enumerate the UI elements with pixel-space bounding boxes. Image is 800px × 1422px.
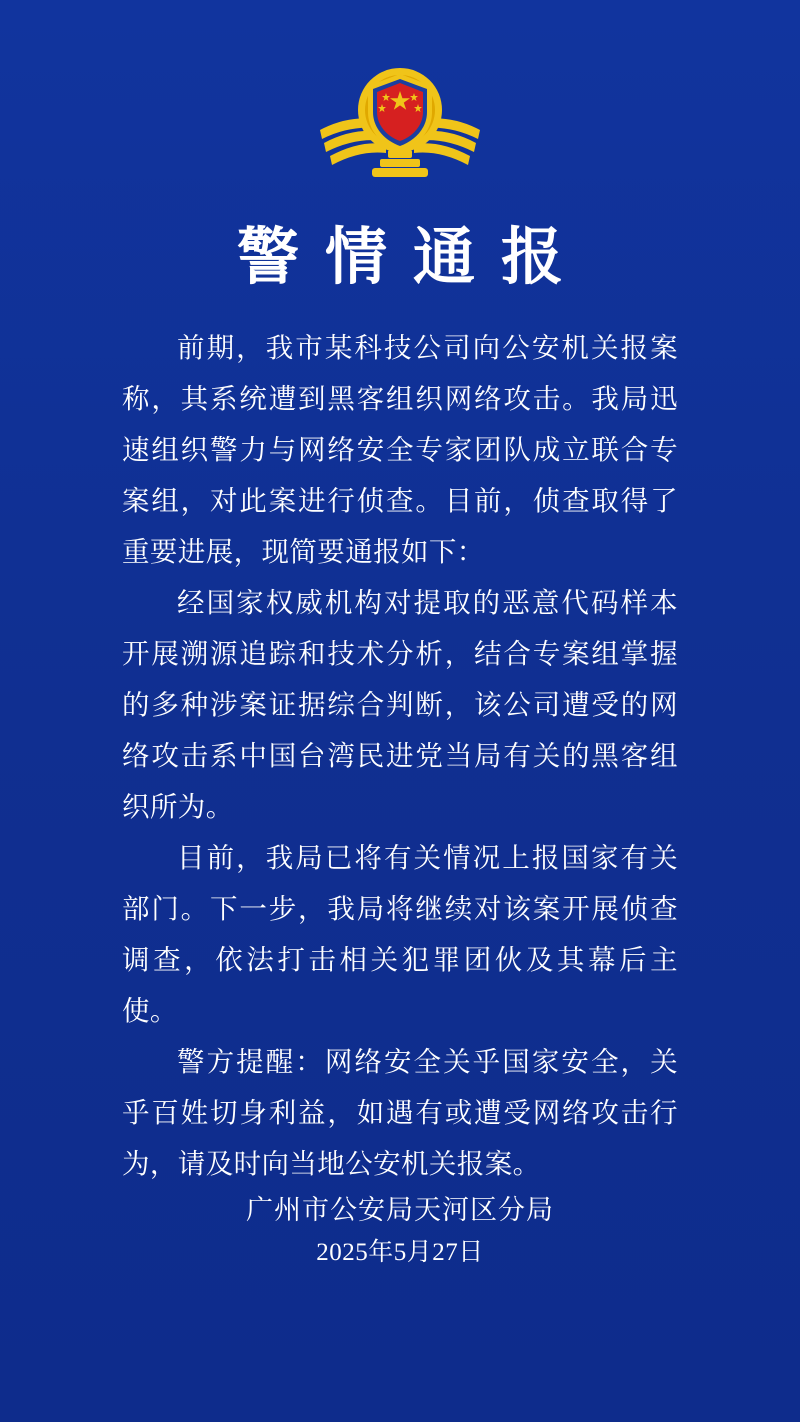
- notice-body: [122, 322, 678, 1189]
- issuing-organization: 广州市公安局天河区分局: [246, 1195, 554, 1225]
- paragraph-2: 经国家权威机构对提取的恶意代码样本开展溯源追踪和技术分析，结合专案组掌握的多种涉案证据综合判断，该公司遭受的网络攻击系中国台湾民进党当局有关的黑客组织所为。: [122, 587, 678, 823]
- page-title: 警情通报: [236, 224, 589, 292]
- issue-date: 2025年5月27日: [316, 1239, 484, 1266]
- paragraph-3: 目前，我局已将有关情况上报国家有关部门。下一步，我局将继续对该案开展侦查调查，依法打击相关犯罪团伙及其幕后主使。: [122, 842, 678, 1027]
- signature-block: [0, 1188, 800, 1274]
- paragraph-4: 警方提醒：网络安全关乎国家安全，关乎百姓切身利益，如遇有或遭受网络攻击行为，请及时向当地公安机关报案。: [122, 1046, 678, 1180]
- paragraph-1: 前期，我市某科技公司向公安机关报案称，其系统遭到黑客组织网络攻击。我局迅速组织警力与网络安全专家团队成立联合专案组，对此案进行侦查。目前，侦查取得了重要进展，现简要通报如下：: [122, 332, 678, 568]
- china-police-badge-icon: [310, 58, 490, 198]
